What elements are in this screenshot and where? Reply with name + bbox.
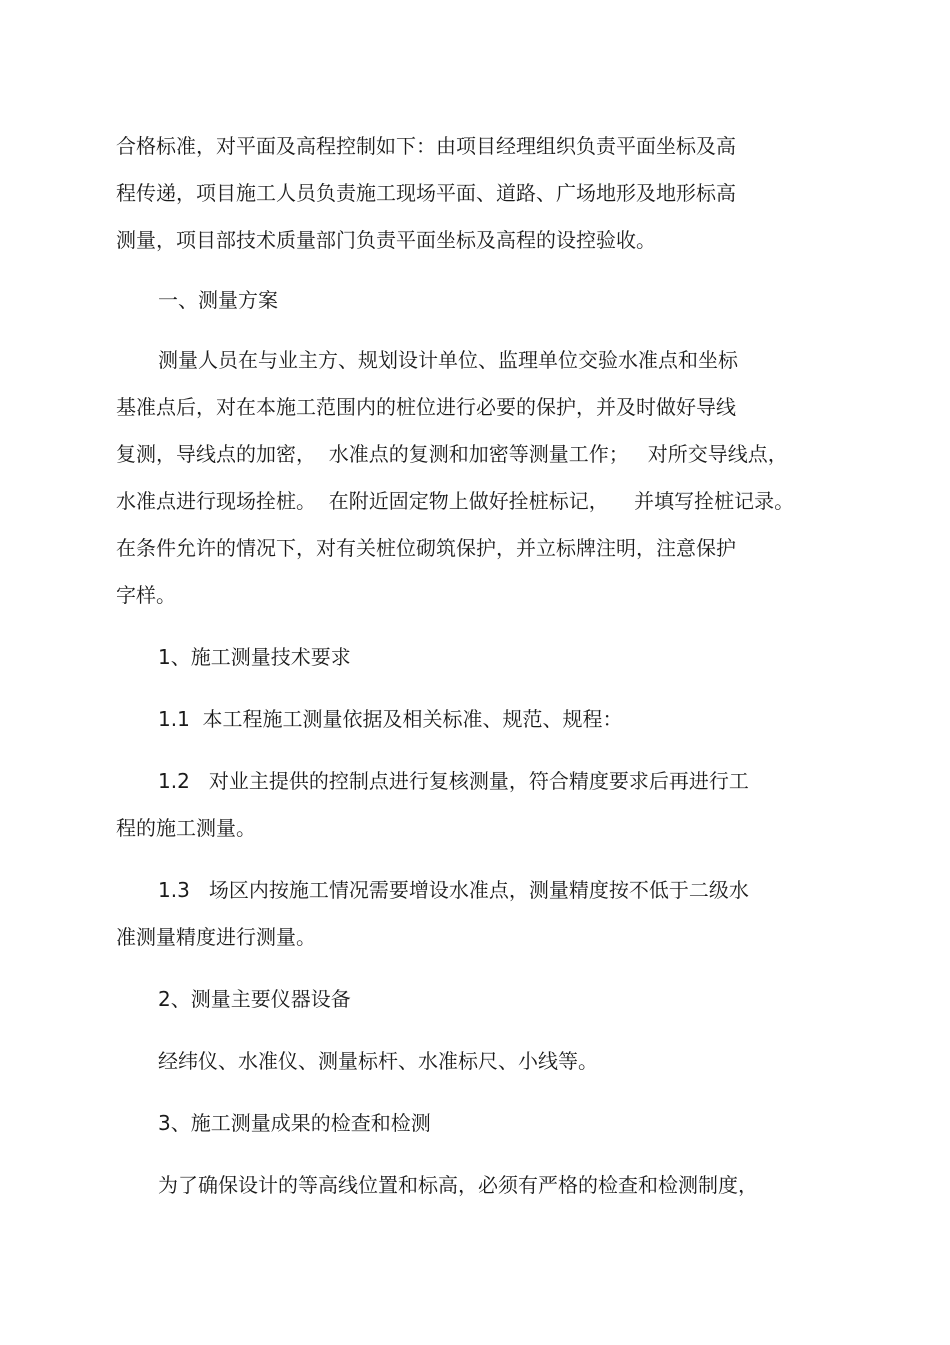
list-item-continuation: 程的施工测量。 — [116, 816, 256, 840]
list-item: 1.1 本工程施工测量依据及相关标准、规范、规程： — [158, 707, 623, 731]
section-heading: 3、施工测量成果的检查和检测 — [158, 1111, 431, 1135]
paragraph-line: 水准点进行现场拴桩。 在附近固定物上做好拴桩标记， 并填写拴桩记录。 — [116, 489, 795, 513]
paragraph-line: 为了确保设计的等高线位置和标高，必须有严格的检查和检测制度， — [158, 1173, 758, 1197]
list-item: 1.2 对业主提供的控制点进行复核测量，符合精度要求后再进行工 — [158, 769, 749, 793]
section-heading: 1、施工测量技术要求 — [158, 645, 351, 669]
paragraph-line: 程传递，项目施工人员负责施工现场平面、道路、广场地形及地形标高 — [116, 181, 736, 205]
paragraph-line: 合格标准，对平面及高程控制如下：由项目经理组织负责平面坐标及高 — [116, 134, 736, 158]
list-item: 1.3 场区内按施工情况需要增设水准点，测量精度按不低于二级水 — [158, 878, 749, 902]
section-heading: 2、测量主要仪器设备 — [158, 987, 351, 1011]
paragraph-line: 测量人员在与业主方、规划设计单位、监理单位交验水准点和坐标 — [158, 348, 738, 372]
paragraph-line: 经纬仪、水准仪、测量标杆、水准标尺、小线等。 — [158, 1049, 598, 1073]
paragraph-line: 在条件允许的情况下，对有关桩位砌筑保护，并立标牌注明，注意保护 — [116, 536, 736, 560]
paragraph-line: 测量，项目部技术质量部门负责平面坐标及高程的设控验收。 — [116, 228, 656, 252]
list-item-continuation: 准测量精度进行测量。 — [116, 925, 316, 949]
paragraph-line: 复测，导线点的加密， 水准点的复测和加密等测量工作； 对所交导线点， — [116, 442, 788, 466]
paragraph-line: 基准点后，对在本施工范围内的桩位进行必要的保护，并及时做好导线 — [116, 395, 736, 419]
paragraph-line: 字样。 — [116, 583, 176, 607]
section-heading: 一、测量方案 — [158, 288, 278, 312]
